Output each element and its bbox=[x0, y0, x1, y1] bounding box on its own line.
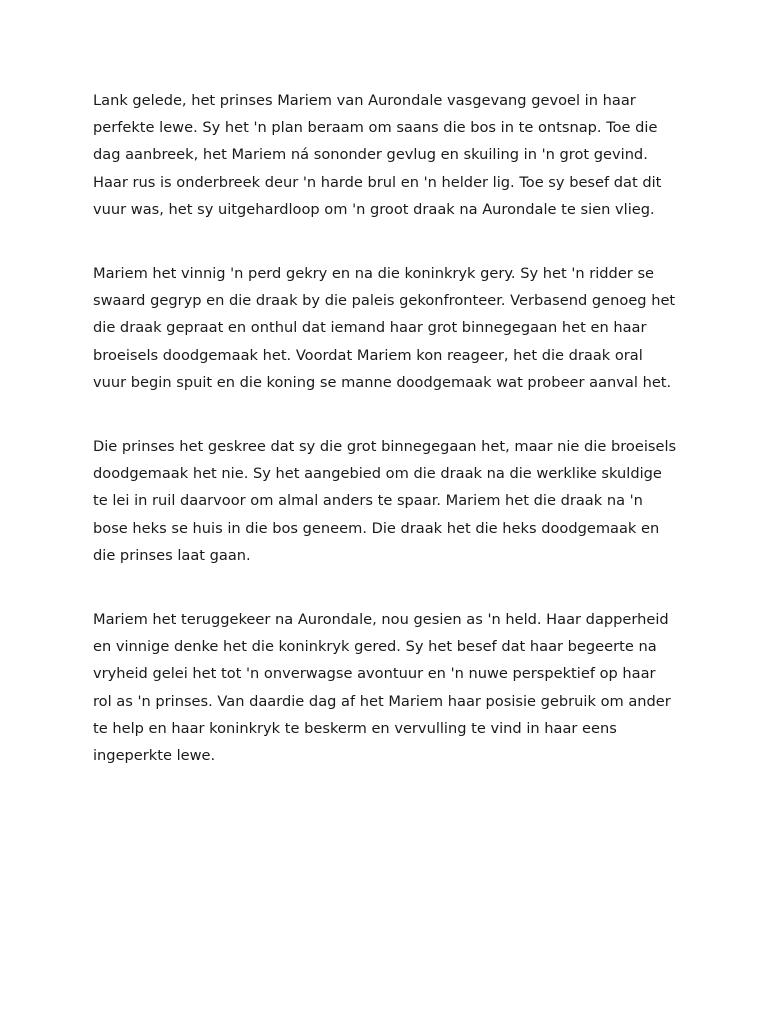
paragraph-3: Die prinses het geskree dat sy die grot binnegegaan het, maar nie die broeisels doodgemaak het nie. Sy het aangebied om die draak na die werklike skuldige te lei in ruil daarvoor om almal anders te spaar. Mariem het die draak na 'n bose heks se huis in die bos geneem. Die draak het die heks doodgemaak en die prinses laat gaan. bbox=[93, 438, 677, 564]
paragraph-4: Mariem het teruggekeer na Aurondale, nou gesien as 'n held. Haar dapperheid en vinnige denke het die koninkryk gered. Sy het besef dat haar begeerte na vryheid gelei het tot 'n onverwagse avontuur en 'n nuwe perspektief op haar rol as 'n prinses. Van daardie dag af het Mariem haar posisie gebruik om ander te help en haar koninkryk te beskerm en vervulling te vind in haar eens ingeperkte lewe. bbox=[93, 611, 671, 765]
document-body bbox=[93, 87, 677, 769]
paragraph-2: Mariem het vinnig 'n perd gekry en na die koninkryk gery. Sy het 'n ridder se swaard gegryp en die draak by die paleis gekonfronteer. Verbasend genoeg het die draak gepraat en onthul dat iemand haar grot binnegegaan het en haar broeisels doodgemaak het. Voordat Mariem kon reageer, het die draak oral vuur begin spuit en die koning se manne doodgemaak wat probeer aanval het. bbox=[93, 265, 676, 391]
paragraph-1: Lank gelede, het prinses Mariem van Aurondale vasgevang gevoel in haar perfekte lewe. Sy het 'n plan beraam om saans die bos in te ontsnap. Toe die dag aanbreek, het Mariem ná sononder gevlug en skuiling in 'n grot gevind. Haar rus is onderbreek deur 'n harde brul en 'n helder lig. Toe sy besef dat dit vuur was, het sy uitgehardloop om 'n groot draak na Aurondale te sien vlieg. bbox=[93, 92, 662, 218]
